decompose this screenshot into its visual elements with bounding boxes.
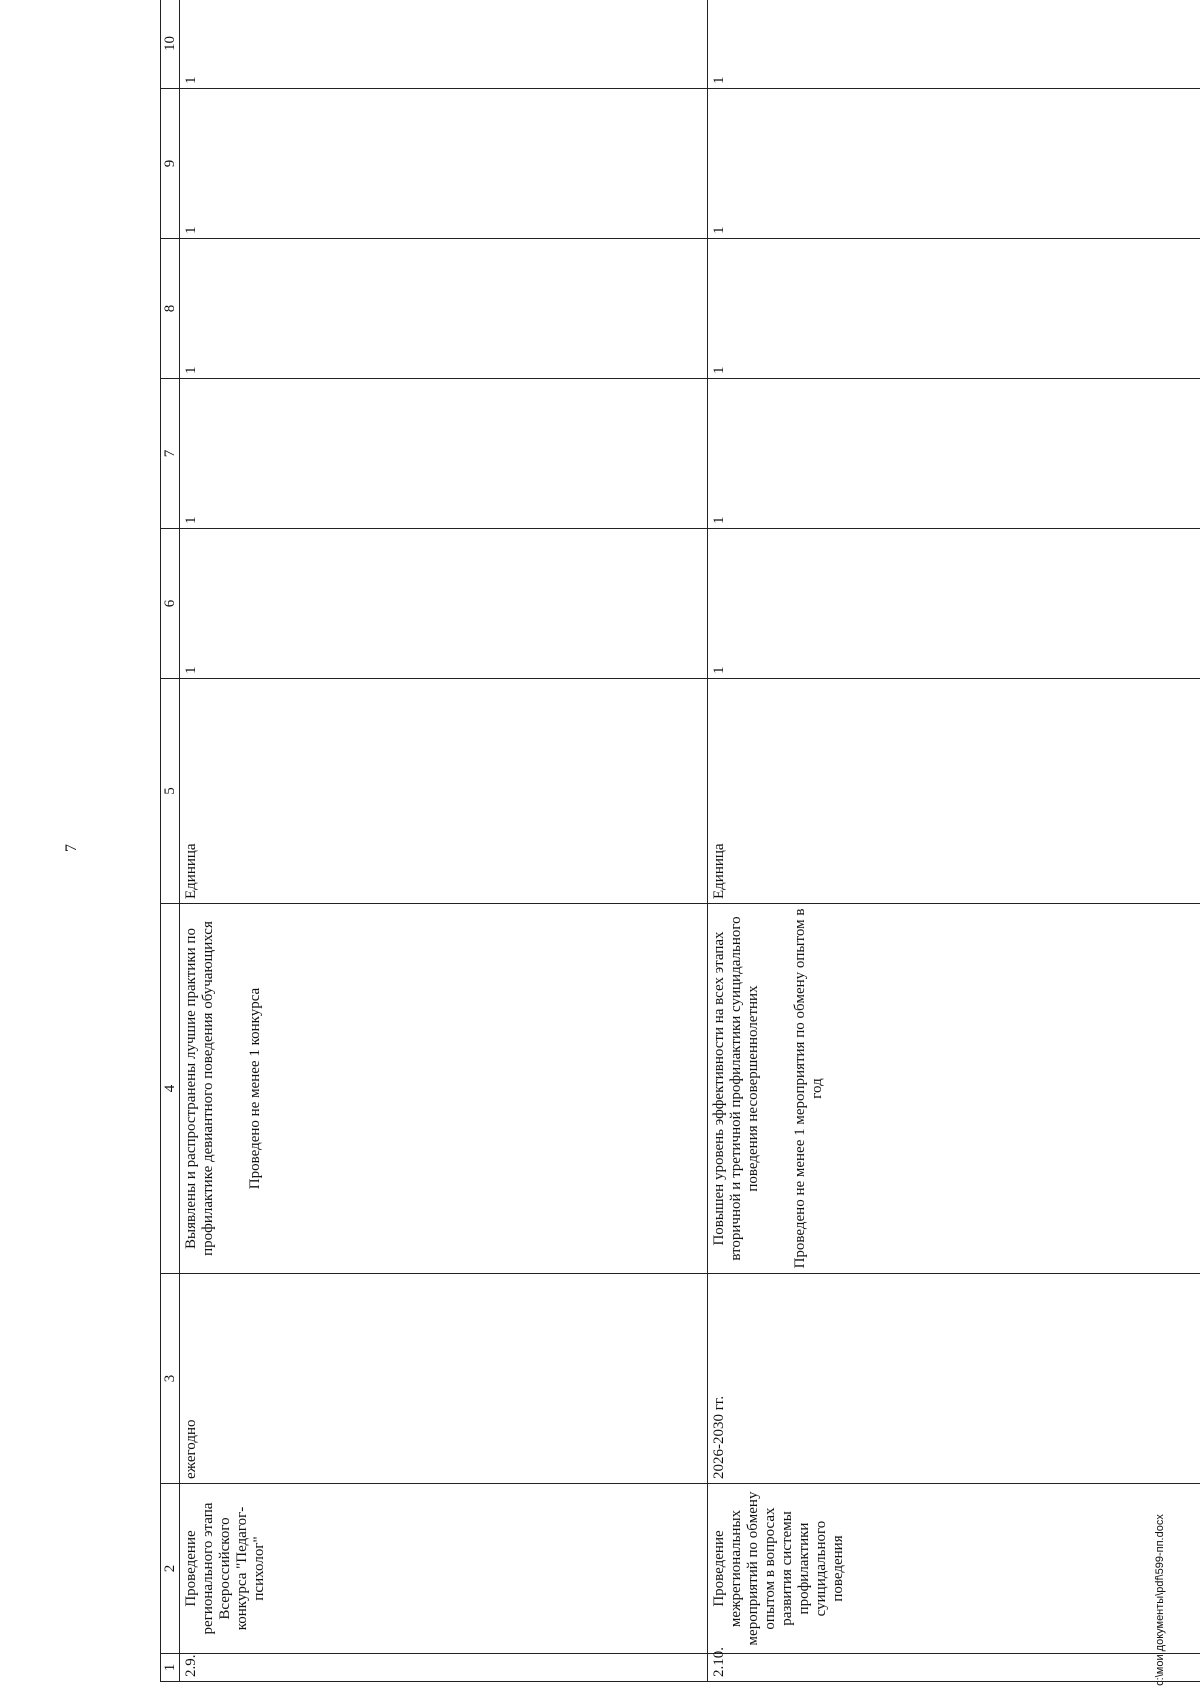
measure-name: Проведение регионального этапа Всероссийского конкурса "Педагог-психолог" — [180, 1484, 708, 1654]
measure-unit: Единица — [180, 679, 708, 904]
value-col-8: 1 — [180, 239, 708, 379]
measure-name: Проведение межрегиональных мероприятий по обмену опытом в вопросах развития системы профилактики суицидального поведения — [708, 1484, 1200, 1654]
table-row — [180, 0, 708, 1682]
result-indicator: Проведено не менее 1 конкурса — [247, 987, 263, 1190]
measure-unit: Единица — [708, 679, 1200, 904]
value-col-7: 1 — [180, 379, 708, 529]
result-description: Повышен уровень эффективности на всех этапах вторичной и третичной профилактики суицидального поведения несовершеннолетних — [711, 916, 761, 1261]
measures-table — [160, 0, 1200, 1682]
value-col-9: 1 — [180, 89, 708, 239]
row-number: 2.10. — [708, 1654, 1200, 1682]
header-cell: 9 — [161, 89, 180, 239]
header-cell: 6 — [161, 529, 180, 679]
measure-result — [180, 904, 708, 1274]
value-col-9: 1 — [708, 89, 1200, 239]
value-col-7: 1 — [708, 379, 1200, 529]
value-col-8: 1 — [708, 239, 1200, 379]
table-row — [708, 0, 1200, 1682]
rotated-table-area — [160, 36, 1123, 1682]
header-cell: 5 — [161, 679, 180, 904]
value-col-10: 1 — [708, 0, 1200, 89]
page-number: 7 — [63, 844, 80, 852]
value-col-10: 1 — [180, 0, 708, 89]
value-col-6: 1 — [180, 529, 708, 679]
header-cell: 3 — [161, 1274, 180, 1484]
value-col-6: 1 — [708, 529, 1200, 679]
measure-period: 2026-2030 гг. — [708, 1274, 1200, 1484]
header-cell: 10 — [161, 0, 180, 89]
result-indicator: Проведено не менее 1 мероприятия по обмену опытом в год — [792, 908, 825, 1269]
file-path-footer: c:\мои документы\pdf\599-пп.docx — [1154, 1514, 1166, 1686]
header-cell: 2 — [161, 1484, 180, 1654]
measure-result — [708, 904, 1200, 1274]
measure-period: ежегодно — [180, 1274, 708, 1484]
header-cell: 8 — [161, 239, 180, 379]
header-cell: 7 — [161, 379, 180, 529]
header-row — [161, 0, 180, 1682]
row-number: 2.9. — [180, 1654, 708, 1682]
header-cell: 1 — [161, 1654, 180, 1682]
result-description: Выявлены и распространены лучшие практики по профилактике девиантного поведения обучающихся — [183, 921, 216, 1256]
header-cell: 4 — [161, 904, 180, 1274]
